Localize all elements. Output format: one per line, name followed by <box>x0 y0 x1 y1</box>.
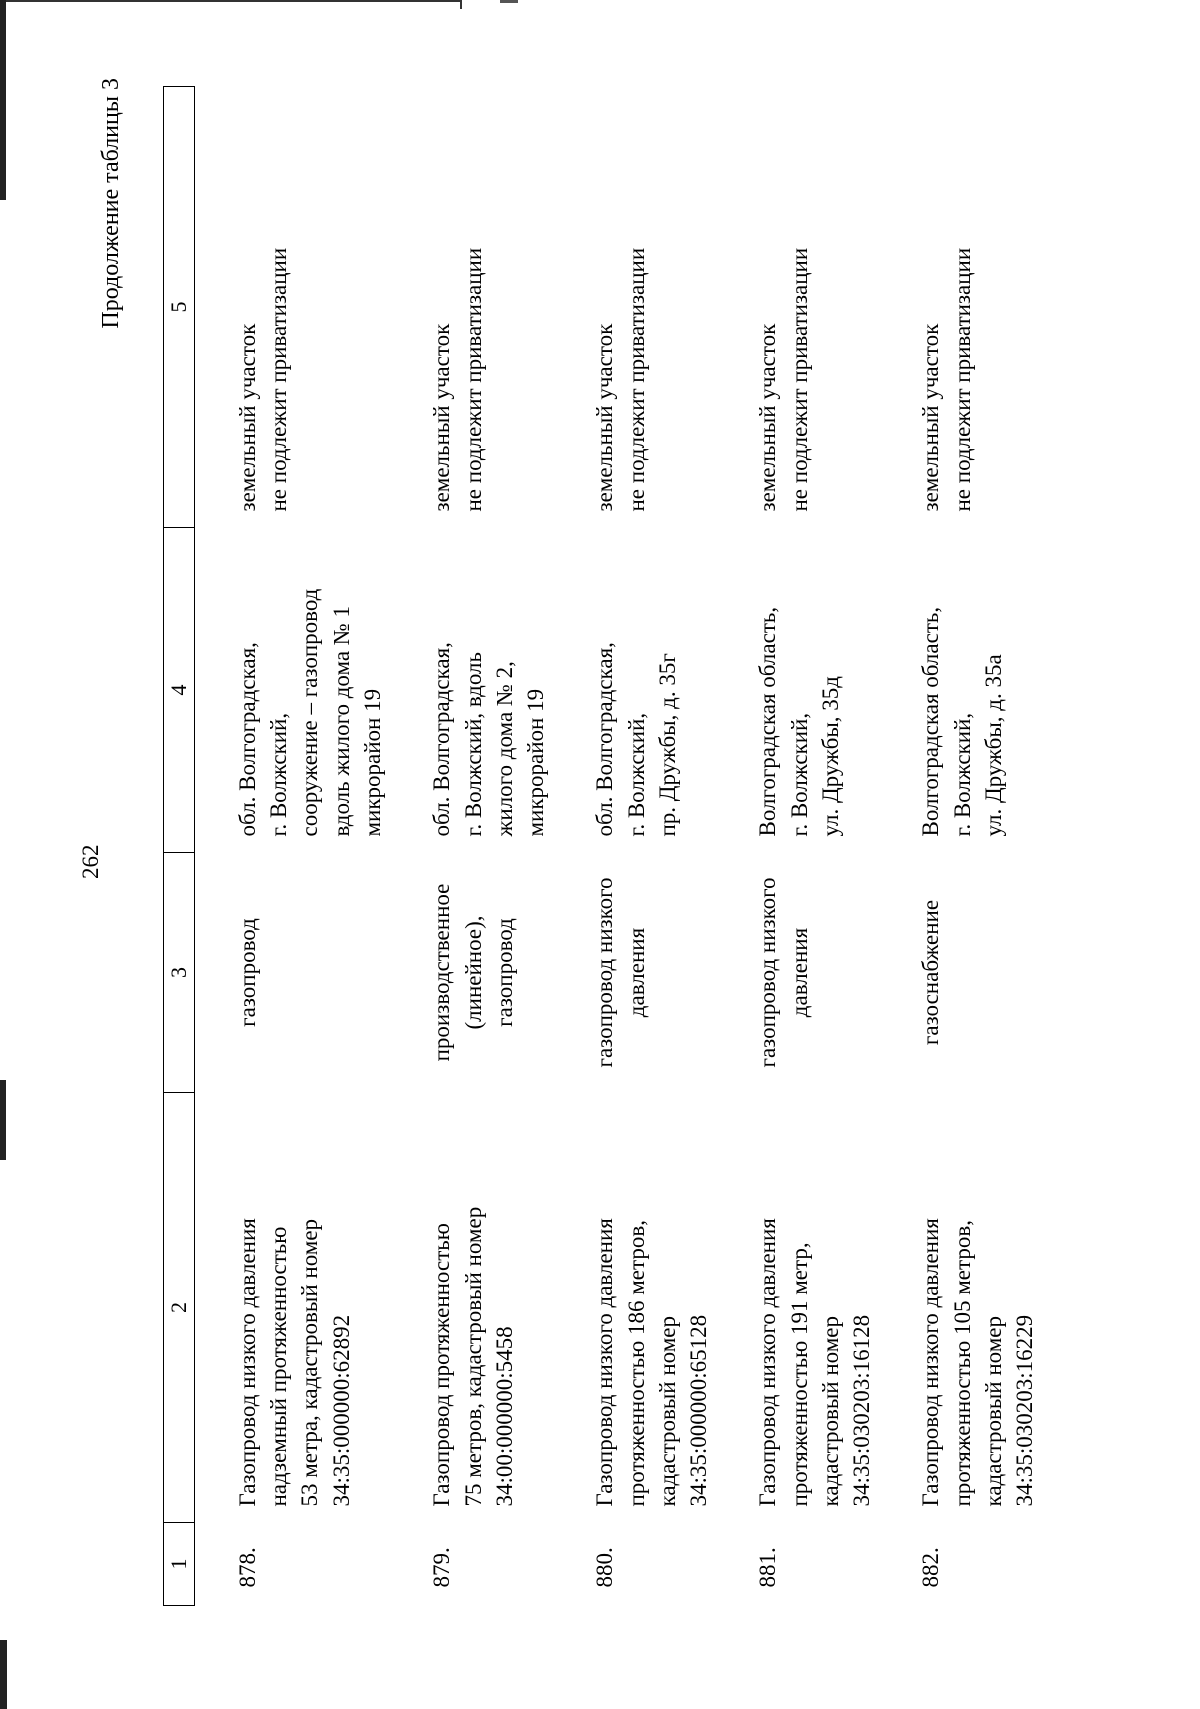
table-header-row <box>164 87 195 1606</box>
cell-line: давления <box>786 927 812 1018</box>
row-number-cell: 880. <box>592 1547 618 1588</box>
cell-line: кадастровый номер <box>980 1316 1006 1507</box>
property-table <box>163 86 1078 1606</box>
cell-line: 34:35:030203:16229 <box>1012 1314 1038 1507</box>
object-name-cell <box>194 1093 426 1523</box>
column-header-5: 5 <box>164 87 195 528</box>
cell-line: Газопровод протяженностью <box>429 1223 455 1507</box>
cell-line: не подлежит приватизации <box>949 247 975 512</box>
cell-line: жилого дома № 2, <box>491 661 517 837</box>
cell-line: кадастровый номер <box>817 1316 843 1507</box>
cell-line: Газопровод низкого давления <box>234 1218 260 1507</box>
cell-line: не подлежит приватизации <box>786 247 812 512</box>
table-caption: Продолжение таблицы 3 <box>98 78 124 329</box>
purpose-cell <box>752 853 915 1093</box>
cell-line: надземный протяженностью <box>266 1226 292 1507</box>
address-cell <box>915 528 1078 853</box>
column-header-4: 4 <box>164 528 195 853</box>
cell-line: обл. Волгоградская, <box>429 642 455 837</box>
cell-line: микрорайон 19 <box>359 688 385 837</box>
cell-line: 34:35:000000:65128 <box>686 1314 712 1507</box>
object-name-cell <box>426 1093 589 1523</box>
note-cell <box>589 87 752 528</box>
cell-line: 75 метров, кадастровый номер <box>460 1206 486 1507</box>
address-cell <box>194 528 426 853</box>
address-cell <box>752 528 915 853</box>
cell-line: г. Волжский, <box>266 712 292 837</box>
cell-line: газоснабжение <box>918 899 944 1046</box>
cell-line: Газопровод низкого давления <box>592 1218 618 1507</box>
cell-line: земельный участок <box>755 323 781 512</box>
cell-line: г. Волжский, вдоль <box>460 652 486 837</box>
cell-line: пр. Дружбы, д. 35г <box>654 653 680 837</box>
purpose-cell <box>915 853 1078 1093</box>
cell-line: не подлежит приватизации <box>623 247 649 512</box>
table-body <box>194 87 1078 1606</box>
column-header-2: 2 <box>164 1093 195 1523</box>
cell-line: ул. Дружбы, д. 35а <box>980 654 1006 837</box>
purpose-cell <box>589 853 752 1093</box>
cell-line: г. Волжский, <box>786 712 812 837</box>
cell-line: вдоль жилого дома № 1 <box>328 605 354 837</box>
cell-line: давления <box>623 927 649 1018</box>
cell-line: протяженностью 191 метр, <box>786 1242 812 1507</box>
cell-line: сооружение – газопровод <box>297 588 323 837</box>
cell-line: Газопровод низкого давления <box>918 1218 944 1507</box>
column-header-1: 1 <box>164 1523 195 1606</box>
cell-line: 34:35:000000:62892 <box>328 1314 354 1507</box>
cell-line: (линейное), <box>460 915 486 1030</box>
cell-line: Газопровод низкого давления <box>755 1218 781 1507</box>
row-number-cell: 881. <box>755 1547 781 1588</box>
note-cell <box>194 87 426 528</box>
cell-line: г. Волжский, <box>949 712 975 837</box>
cell-line: протяженностью 186 метров, <box>623 1220 649 1507</box>
cell-line: ул. Дружбы, 35д <box>817 676 843 837</box>
cell-line: обл. Волгоградская, <box>234 642 260 837</box>
address-cell <box>426 528 589 853</box>
row-number-cell: 878. <box>234 1547 260 1588</box>
cell-line: Волгоградская область, <box>755 606 781 837</box>
table-row <box>589 87 752 1606</box>
column-header-3: 3 <box>164 853 195 1093</box>
cell-line: Волгоградская область, <box>918 606 944 837</box>
cell-line: газопровод <box>491 918 517 1027</box>
page-number: 262 <box>78 844 103 879</box>
cell-line: земельный участок <box>234 323 260 512</box>
purpose-cell <box>194 853 426 1093</box>
table-row <box>915 87 1078 1606</box>
cell-line: газопровод низкого <box>592 877 618 1068</box>
cell-line: г. Волжский, <box>623 712 649 837</box>
cell-line: газопровод <box>234 918 260 1027</box>
cell-line: не подлежит приватизации <box>266 247 292 512</box>
note-cell <box>752 87 915 528</box>
cell-line: 34:35:030203:16128 <box>849 1314 875 1507</box>
object-name-cell <box>752 1093 915 1523</box>
cell-line: кадастровый номер <box>654 1316 680 1507</box>
cell-line: земельный участок <box>592 323 618 512</box>
purpose-cell <box>426 853 589 1093</box>
table-row <box>752 87 915 1606</box>
cell-line: протяженностью 105 метров, <box>949 1220 975 1507</box>
cell-line: обл. Волгоградская, <box>592 642 618 837</box>
table-row <box>194 87 426 1606</box>
cell-line: земельный участок <box>429 323 455 512</box>
cell-line: не подлежит приватизации <box>460 247 486 512</box>
cell-line: 53 метра, кадастровый номер <box>297 1218 323 1507</box>
note-cell <box>426 87 589 528</box>
cell-line: газопровод низкого <box>755 877 781 1068</box>
cell-line: производственное <box>429 883 455 1062</box>
row-number-cell: 882. <box>918 1547 944 1588</box>
address-cell <box>589 528 752 853</box>
table-row <box>426 87 589 1606</box>
row-number-cell: 879. <box>429 1547 455 1588</box>
object-name-cell <box>915 1093 1078 1523</box>
object-name-cell <box>589 1093 752 1523</box>
cell-line: 34:00:000000:5458 <box>491 1326 517 1507</box>
cell-line: микрорайон 19 <box>523 688 549 837</box>
note-cell <box>915 87 1078 528</box>
cell-line: земельный участок <box>918 323 944 512</box>
